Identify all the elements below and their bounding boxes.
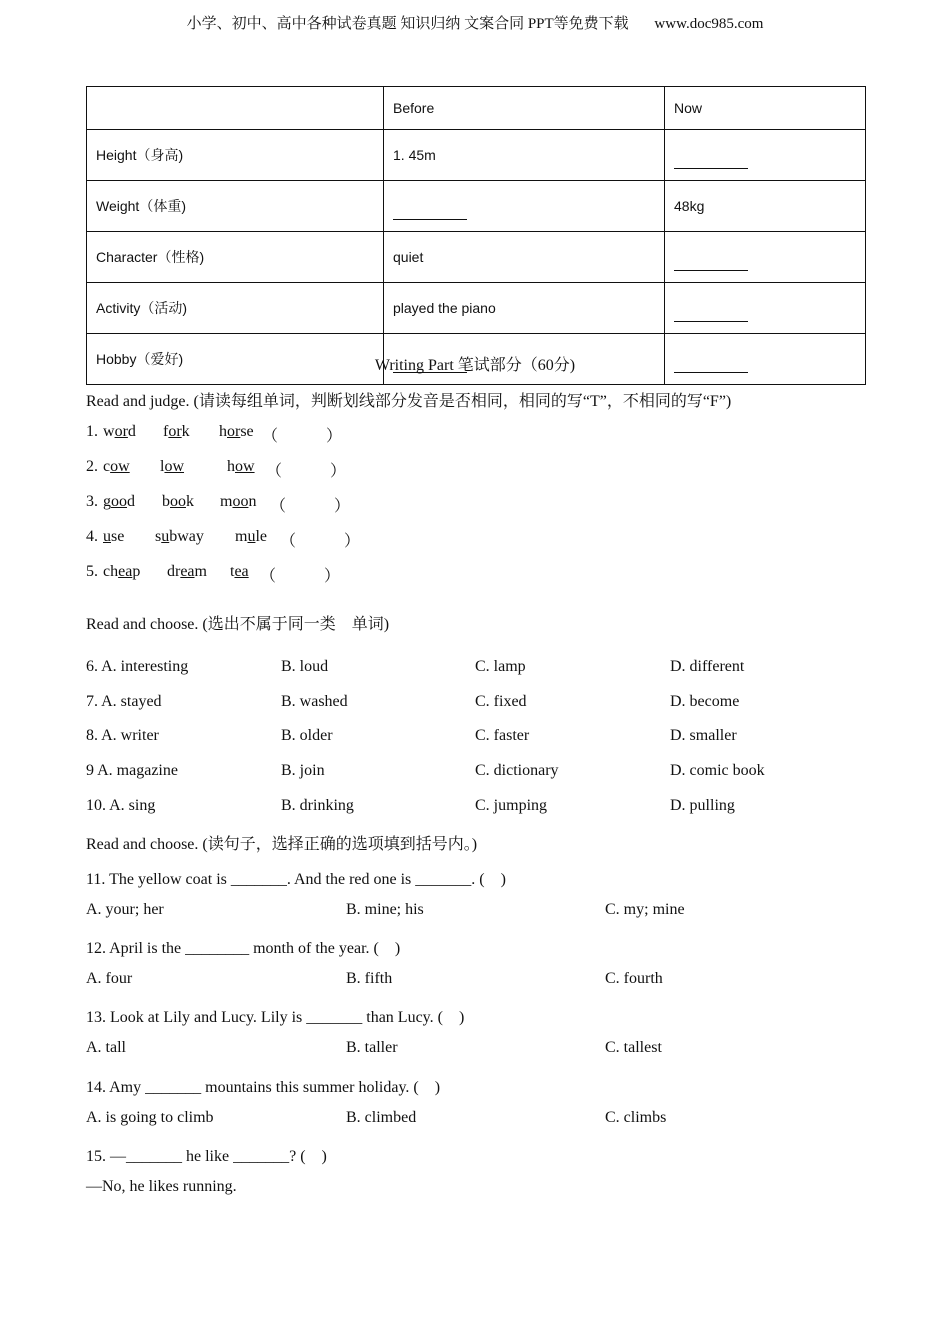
option-c: C. faster (475, 727, 530, 744)
word-part: m (235, 528, 248, 545)
word-part: se (111, 528, 125, 545)
word-part: h (227, 458, 235, 475)
table-header-cell (87, 87, 384, 130)
word-part: bway (169, 528, 204, 545)
answer-blank (674, 167, 748, 169)
word-part: k (186, 493, 194, 510)
answer-blank (674, 320, 748, 322)
judge-word (155, 528, 204, 546)
word-part: ch (103, 563, 119, 580)
word-part: b (162, 493, 170, 510)
comparison-table (86, 86, 866, 385)
underlined-part: ea (118, 563, 133, 580)
option-a: 9 A. magazine (86, 762, 178, 779)
answer-paren: （ ） (260, 568, 341, 585)
underlined-part: oo (170, 493, 186, 510)
choose-odd-instruction: Read and choose. (选出不属于同一类 单词) (86, 616, 390, 633)
option-b: B. fifth (346, 970, 393, 987)
table-header-row (87, 87, 866, 130)
word-part: p (132, 563, 141, 580)
page-header (0, 12, 950, 33)
option-c: C. fourth (605, 970, 663, 987)
option-c: C. my; mine (605, 901, 685, 918)
option-d: D. smaller (670, 727, 737, 744)
now-blank-cell (665, 130, 866, 181)
row-label: Activity（活动) (87, 283, 384, 334)
judge-word (103, 423, 136, 441)
option-b: B. washed (281, 693, 348, 710)
option-b: B. join (281, 762, 325, 779)
judge-word (162, 493, 194, 511)
judge-item-number: 3. (86, 493, 98, 510)
table-row (87, 181, 866, 232)
header-text: 小学、初中、高中各种试卷真题 知识归纳 文案合同 PPT等免费下载 (186, 16, 629, 32)
judge-word (167, 563, 207, 581)
option-c: C. lamp (475, 658, 526, 675)
option-c: C. dictionary (475, 762, 559, 779)
word-part: g (103, 493, 111, 510)
before-cell: played the piano (384, 283, 665, 334)
word-part: le (255, 528, 267, 545)
word-part: w (103, 423, 115, 440)
option-b: B. climbed (346, 1109, 417, 1126)
choose-sentence-instruction: Read and choose. (读句子，选择正确的选项填到括号内。) (86, 836, 478, 853)
option-a: A. tall (86, 1039, 126, 1056)
judge-word (227, 458, 255, 476)
judge-item-number: 5. (86, 563, 98, 580)
answer-paren: （ ） (262, 428, 343, 445)
option-b: B. taller (346, 1039, 398, 1056)
option-b: B. older (281, 727, 333, 744)
table-row (87, 283, 866, 334)
judge-word (230, 563, 249, 581)
question-15-reply: —No, he likes running. (86, 1178, 237, 1195)
word-part: se (240, 423, 254, 440)
option-b: B. loud (281, 658, 329, 675)
judge-word (163, 423, 190, 441)
underlined-part: u (247, 528, 256, 545)
judge-word (103, 458, 130, 476)
table-row (87, 130, 866, 181)
question-text: 12. April is the ________ month of the year. ( ) (86, 940, 401, 957)
option-d: D. become (670, 693, 740, 710)
answer-paren: （ ） (280, 533, 361, 550)
answer-blank (393, 218, 467, 220)
option-a: 10. A. sing (86, 797, 156, 814)
word-part: s (155, 528, 162, 545)
option-a: A. four (86, 970, 133, 987)
underlined-part: or (227, 423, 241, 440)
word-part: h (219, 423, 227, 440)
answer-paren: （ ） (270, 498, 351, 515)
question-text: 13. Look at Lily and Lucy. Lily is _______ than Lucy. ( ) (86, 1009, 465, 1026)
question-text: 14. Amy _______ mountains this summer holiday. ( ) (86, 1079, 441, 1096)
judge-word (160, 458, 184, 476)
underlined-part: u (161, 528, 170, 545)
before-cell: quiet (384, 232, 665, 283)
option-d: D. different (670, 658, 745, 675)
option-a: 6. A. interesting (86, 658, 189, 675)
underlined-part: oo (111, 493, 127, 510)
table-header-cell: Before (384, 87, 665, 130)
judge-word (235, 528, 267, 546)
underlined-part: ow (235, 458, 255, 475)
answer-paren: （ ） (266, 463, 347, 480)
word-part: k (181, 423, 190, 440)
judge-word (103, 563, 140, 581)
option-a: 8. A. writer (86, 727, 159, 744)
now-cell: 48kg (665, 181, 866, 232)
option-b: B. drinking (281, 797, 354, 814)
underlined-part: or (168, 423, 182, 440)
option-c: C. climbs (605, 1109, 667, 1126)
answer-blank (674, 269, 748, 271)
option-b: B. mine; his (346, 901, 424, 918)
row-label: Character（性格) (87, 232, 384, 283)
underlined-part: ea (234, 563, 249, 580)
option-a: A. is going to climb (86, 1109, 214, 1126)
word-part: n (248, 493, 257, 510)
question-15: 15. —_______ he like _______? ( ) (86, 1148, 327, 1165)
judge-word (103, 528, 124, 546)
judge-word (219, 423, 254, 441)
table-header-cell: Now (665, 87, 866, 130)
word-part: m (220, 493, 233, 510)
writing-part-title: Writing Part 笔试部分（60分) (374, 357, 576, 374)
underlined-part: oo (232, 493, 249, 510)
word-part: dr (167, 563, 181, 580)
word-part: c (103, 458, 111, 475)
option-a: A. your; her (86, 901, 164, 918)
judge-item-number: 2. (86, 458, 98, 475)
word-part: f (163, 423, 169, 440)
underlined-part: or (114, 423, 128, 440)
option-c: C. tallest (605, 1039, 662, 1056)
underlined-part: u (103, 528, 111, 545)
judge-word (220, 493, 256, 511)
option-c: C. fixed (475, 693, 527, 710)
word-part: d (127, 493, 135, 510)
before-cell: 1. 45m (384, 130, 665, 181)
judge-instruction: Read and judge. (请读每组单词，判断划线部分发音是否相同，相同的写“T”，不相同的写“F”) (86, 393, 732, 410)
header-site: www.doc985.com (654, 16, 764, 32)
word-part: d (127, 423, 136, 440)
word-part: m (194, 563, 207, 580)
before-blank-cell (384, 181, 665, 232)
judge-item-number: 4. (86, 528, 98, 545)
option-d: D. comic book (670, 762, 765, 779)
table-row (87, 232, 866, 283)
underlined-part: ea (180, 563, 195, 580)
judge-item-number: 1. (86, 423, 98, 440)
now-blank-cell (665, 232, 866, 283)
row-label: Weight（体重) (87, 181, 384, 232)
judge-word (103, 493, 135, 511)
question-text: 11. The yellow coat is _______. And the red one is _______. ( ) (86, 871, 506, 888)
now-blank-cell (665, 283, 866, 334)
option-a: 7. A. stayed (86, 693, 162, 710)
row-label: Height（身高) (87, 130, 384, 181)
word-part: t (230, 563, 235, 580)
underlined-part: ow (164, 458, 185, 475)
word-part: l (160, 458, 165, 475)
option-d: D. pulling (670, 797, 735, 814)
option-c: C. jumping (475, 797, 548, 814)
row-label: Hobby（爱好) (87, 334, 384, 385)
underlined-part: ow (110, 458, 130, 475)
